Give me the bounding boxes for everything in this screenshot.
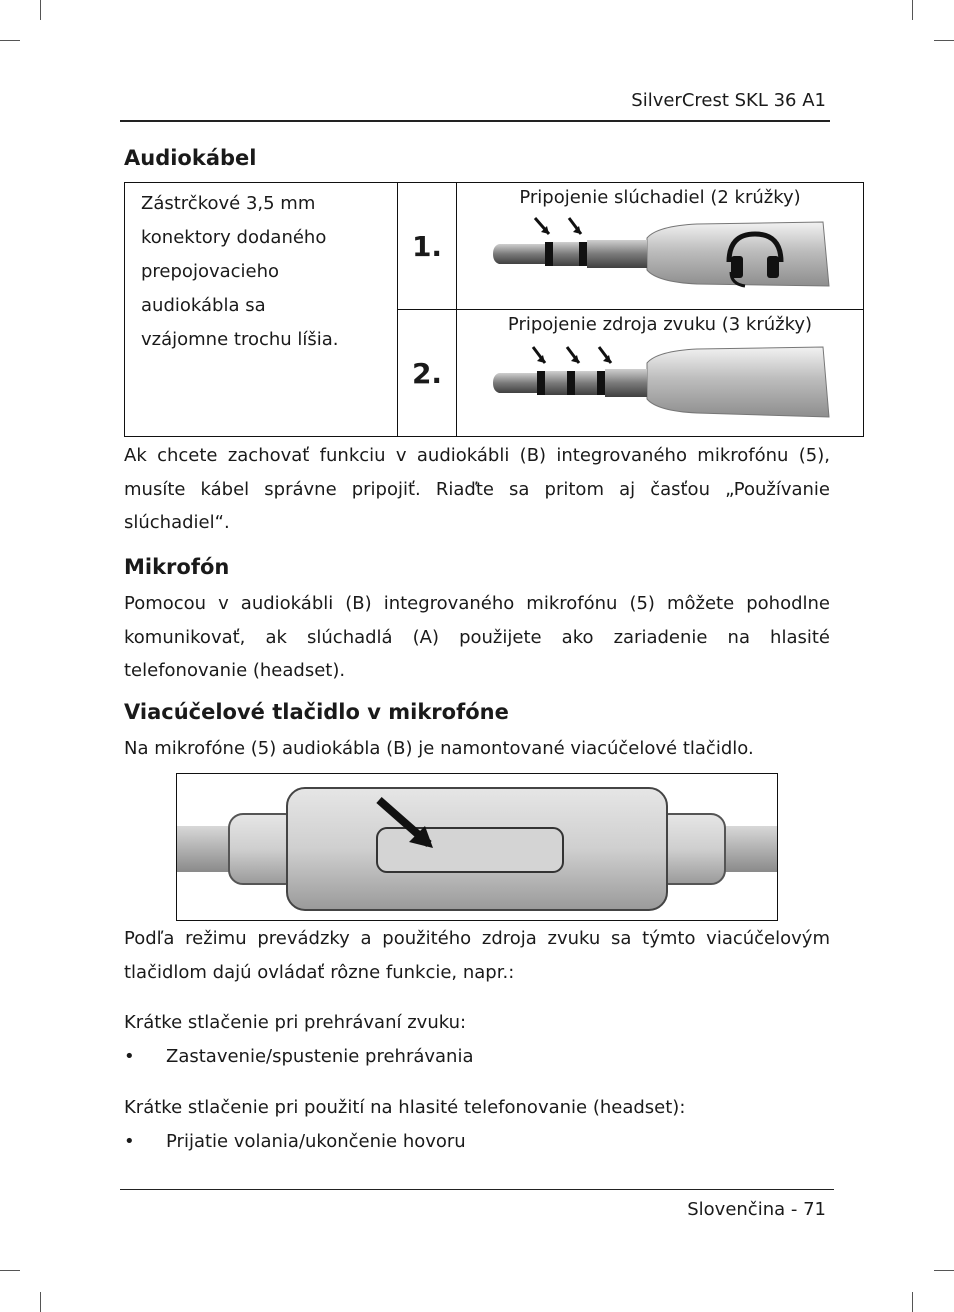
- crop-mark: [0, 40, 20, 41]
- microphone-image-frame: [176, 773, 778, 921]
- description-line: Zástrčkové 3,5 mm: [141, 193, 316, 214]
- crop-mark: [912, 0, 913, 20]
- audio-source-plug-image: [457, 335, 863, 427]
- crop-mark: [934, 1270, 954, 1271]
- paragraph-line: telefonovanie (headset).: [124, 660, 346, 681]
- crop-mark: [912, 1292, 913, 1312]
- mic-paragraph: [124, 587, 830, 688]
- description-line: audiokábla sa: [141, 295, 266, 316]
- row-caption: Pripojenie slúchadiel (2 krúžky): [519, 187, 801, 208]
- bullet-text: Zastavenie/spustenie prehrávania: [166, 1046, 474, 1067]
- paragraph-line: tlačidlom dajú ovládať rôzne funkcie, napr.:: [124, 961, 515, 983]
- crop-mark: [0, 1270, 20, 1271]
- footer-page-label: Slovenčina - 71: [687, 1199, 826, 1220]
- connector-table: [124, 182, 864, 437]
- crop-mark: [40, 1292, 41, 1312]
- paragraph-line: slúchadiel“.: [124, 512, 230, 533]
- description-line: vzájomne trochu líšia.: [141, 329, 339, 350]
- headphone-plug-cell: [457, 183, 864, 310]
- heading-multifunction-button: Viacúčelové tlačidlo v mikrofóne: [124, 700, 509, 724]
- heading-audiokabel: Audiokábel: [124, 146, 257, 170]
- bullet-icon: •: [124, 1046, 135, 1067]
- paragraph-line: Ak chcete zachovať funkciu v audiokábli (B) integrovaného mikrofónu (5),: [124, 445, 830, 466]
- audio-paragraph: [124, 439, 830, 540]
- button-paragraph: [124, 922, 830, 989]
- header-rule: [120, 120, 830, 122]
- connector-description: [125, 183, 398, 437]
- paragraph-line: Pomocou v audiokábli (B) integrovaného mikrofónu (5) môžete pohodlne: [124, 593, 830, 614]
- headphone-plug-image: [457, 208, 863, 298]
- paragraph-line: musíte kábel správne pripojiť. Riaďte sa pritom aj časťou „Používanie: [124, 478, 830, 500]
- crop-mark: [40, 0, 41, 20]
- row-number: 2.: [398, 310, 457, 437]
- heading-mikrofon: Mikrofón: [124, 555, 230, 579]
- description-line: konektory dodaného: [141, 227, 327, 248]
- short-press-playback-label: Krátke stlačenie pri prehrávaní zvuku:: [124, 1012, 467, 1033]
- multifunction-button-shape: [377, 828, 563, 872]
- paragraph-line: komunikovať, ak slúchadlá (A) použijete ako zariadenie na hlasité: [124, 626, 830, 648]
- header-title: SilverCrest SKL 36 A1: [631, 90, 826, 111]
- bullet-text: Prijatie volania/ukončenie hovoru: [166, 1131, 466, 1152]
- short-press-headset-label: Krátke stlačenie pri použití na hlasité telefonovanie (headset):: [124, 1097, 686, 1118]
- row-number: 1.: [398, 183, 457, 310]
- audio-source-plug-cell: [457, 310, 864, 437]
- paragraph-line: Podľa režimu prevádzky a použitého zdroja zvuku sa týmto viacúčelovým: [124, 928, 830, 949]
- button-intro: Na mikrofóne (5) audiokábla (B) je namontované viacúčelové tlačidlo.: [124, 738, 754, 759]
- bullet-icon: •: [124, 1131, 135, 1152]
- microphone-image: [177, 774, 777, 920]
- description-line: prepojovacieho: [141, 261, 280, 282]
- row-caption: Pripojenie zdroja zvuku (3 krúžky): [507, 314, 813, 335]
- footer-rule: [120, 1189, 834, 1190]
- crop-mark: [934, 40, 954, 41]
